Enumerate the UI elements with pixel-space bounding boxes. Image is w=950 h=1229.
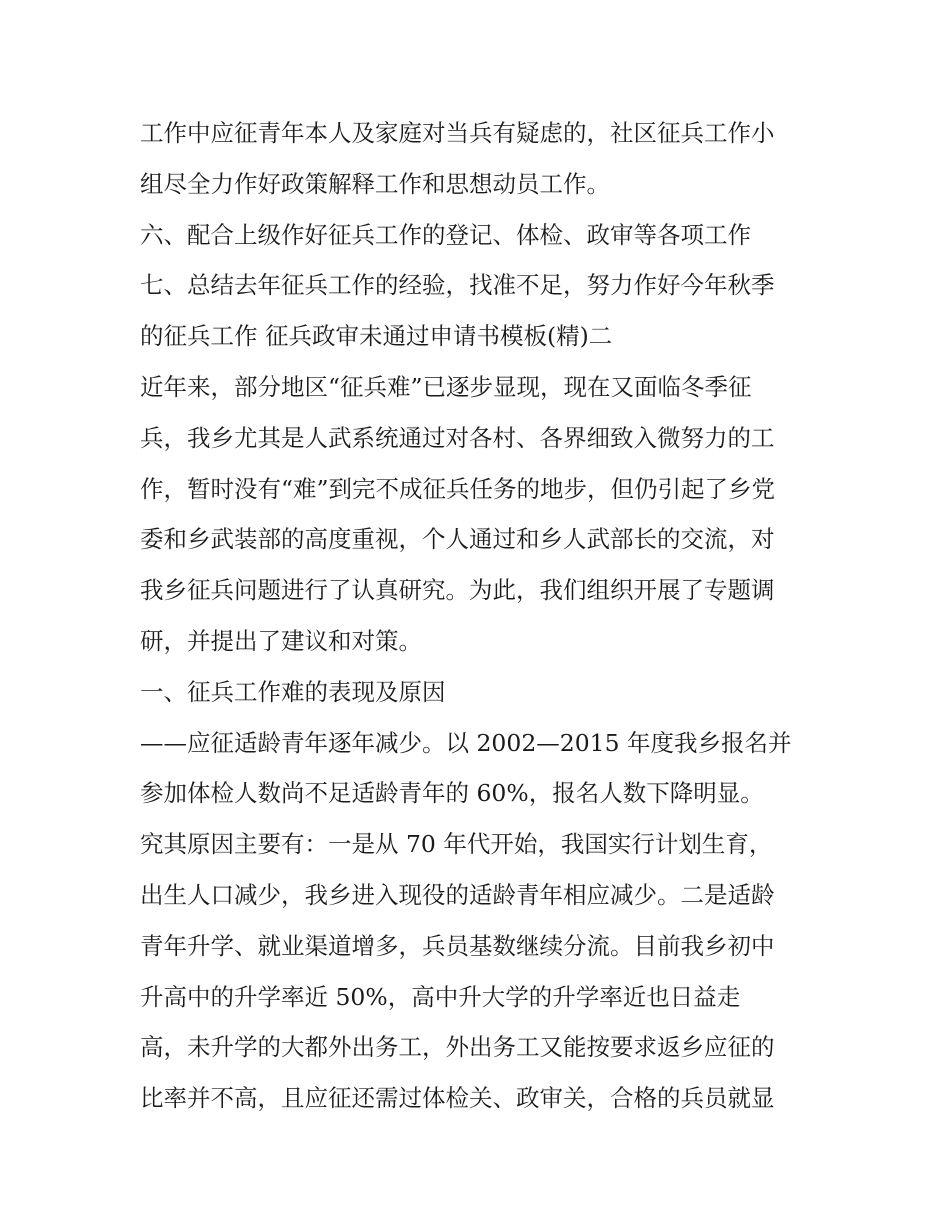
section-heading: 一、征兵工作难的表现及原因: [140, 677, 446, 706]
text-line: 组尽全力作好政策解释工作和思想动员工作。: [140, 169, 610, 198]
text-line: 近年来，部分地区“征兵难”已逐步显现，现在又面临冬季征: [140, 372, 752, 401]
text-line: 作，暂时没有“难”到完不成征兵任务的地步，但仍引起了乡党: [140, 474, 776, 503]
text-line: 委和乡武装部的高度重视，个人通过和乡人武部长的交流，对: [140, 525, 775, 554]
text-line: 升高中的升学率近 50%，高中升大学的升学率近也日益走: [140, 982, 741, 1011]
text-line: 六、配合上级作好征兵工作的登记、体检、政审等各项工作: [140, 220, 751, 249]
text-line: 的征兵工作 征兵政审未通过申请书模板(精)二: [140, 322, 613, 351]
text-line: 兵，我乡尤其是人武系统通过对各村、各界细致入微努力的工: [140, 423, 775, 452]
text-line: ——应征适龄青年逐年减少。以 2002—2015 年度我乡报名并: [140, 728, 792, 757]
text-line: 高，未升学的大都外出务工，外出务工又能按要求返乡应征的: [140, 1033, 775, 1062]
text-line: 研，并提出了建议和对策。: [140, 626, 422, 655]
text-line: 我乡征兵问题进行了认真研究。为此，我们组织开展了专题调: [140, 576, 775, 605]
document-body: [140, 108, 830, 1124]
text-line: 参加体检人数尚不足适龄青年的 60%，报名人数下降明显。: [140, 779, 764, 808]
text-line: 工作中应征青年本人及家庭对当兵有疑虑的，社区征兵工作小: [140, 119, 775, 147]
text-line: 七、总结去年征兵工作的经验，找准不足，努力作好今年秋季: [140, 271, 775, 300]
text-line: 比率并不高，且应征还需过体检关、政审关，合格的兵员就显: [140, 1084, 775, 1113]
text-line: 出生人口减少，我乡进入现役的适龄青年相应减少。二是适龄: [140, 880, 775, 909]
text-line: 青年升学、就业渠道增多，兵员基数继续分流。目前我乡初中: [140, 931, 775, 960]
text-line: 究其原因主要有：一是从 70 年代开始，我国实行计划生育，: [140, 830, 773, 859]
